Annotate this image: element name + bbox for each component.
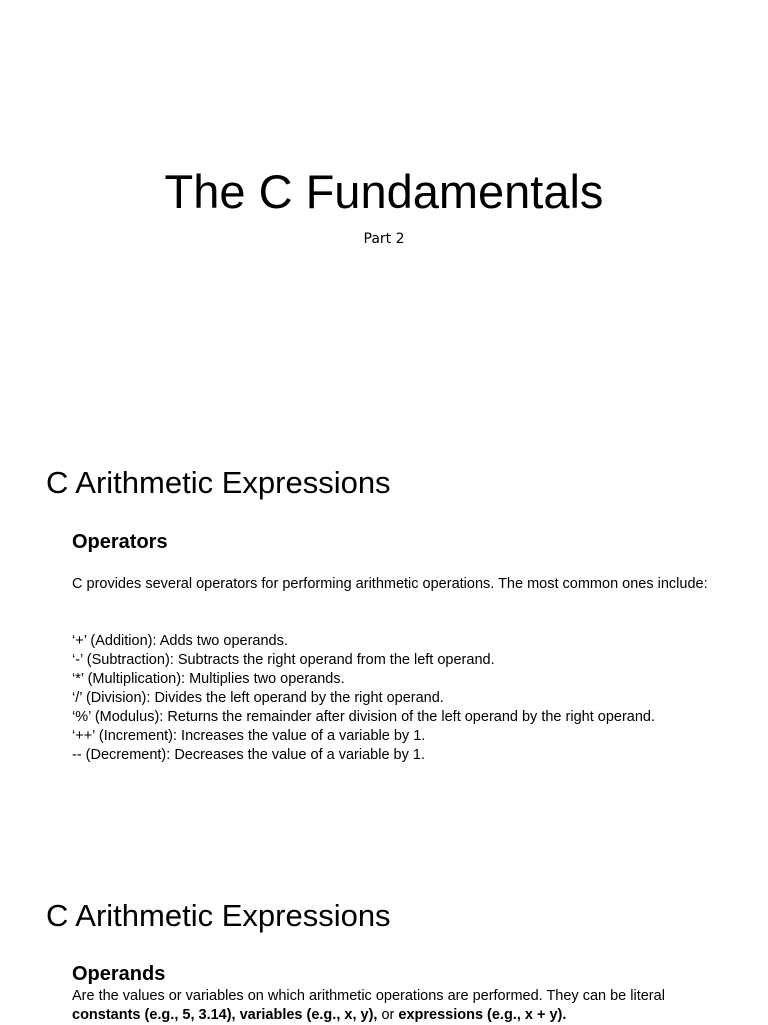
operator-item-division: ‘/’ (Division): Divides the left operand by the right operand.	[72, 690, 444, 706]
operators-section-heading: C Arithmetic Expressions	[46, 465, 391, 500]
operands-description	[72, 987, 712, 1025]
operands-text-2: or	[377, 1007, 399, 1023]
slide-subtitle: Part 2	[363, 231, 405, 247]
operator-item-addition: ‘+’ (Addition): Adds two operands.	[72, 633, 288, 649]
operator-item-subtraction: ‘-’ (Subtraction): Subtracts the right operand from the left operand.	[72, 652, 495, 668]
operator-item-decrement: -- (Decrement): Decreases the value of a variable by 1.	[72, 747, 425, 763]
operands-text-1: Are the values or variables on which arithmetic operations are performed. They can be literal	[72, 988, 665, 1004]
operators-intro-text: C provides several operators for performing arithmetic operations. The most common ones include:	[72, 576, 708, 592]
operands-bold-expressions: expressions (e.g., x + y).	[398, 1007, 567, 1023]
operators-subheading: Operators	[72, 531, 168, 553]
slide-title: The C Fundamentals	[164, 165, 604, 218]
operands-section-heading: C Arithmetic Expressions	[46, 898, 391, 933]
operands-subheading: Operands	[72, 963, 166, 985]
operator-item-modulus: ‘%’ (Modulus): Returns the remainder after division of the left operand by the right operand.	[72, 709, 655, 725]
operators-list	[72, 632, 712, 765]
operator-item-increment: ‘++’ (Increment): Increases the value of a variable by 1.	[72, 728, 426, 744]
operator-item-multiplication: ‘*’ (Multiplication): Multiplies two operands.	[72, 671, 345, 687]
operands-bold-examples: constants (e.g., 5, 3.14), variables (e.g., x, y),	[72, 1007, 378, 1023]
